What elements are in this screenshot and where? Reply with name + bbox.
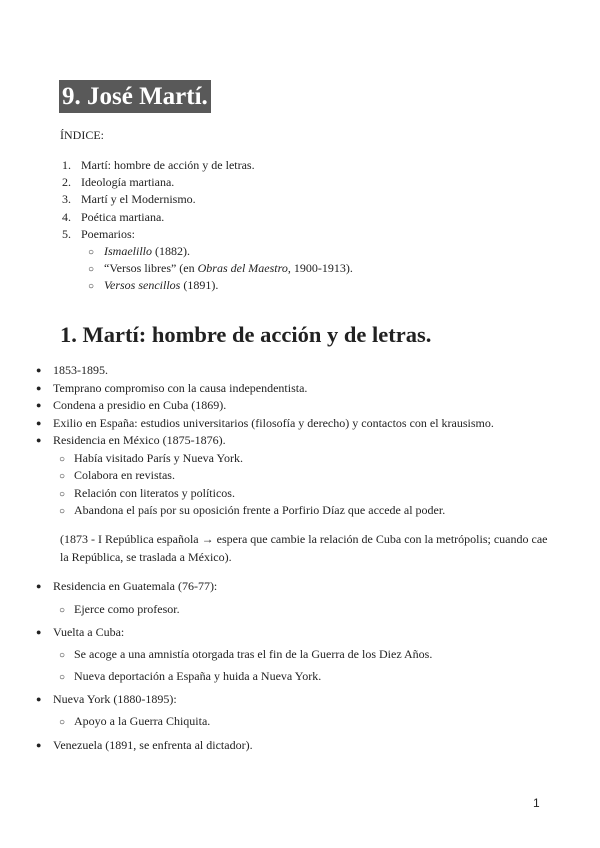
circle-bullet-icon: ○: [59, 454, 66, 465]
bullet-item: ● Residencia en Guatemala (76-77):: [36, 579, 218, 593]
bullet-icon: ●: [36, 627, 42, 637]
circle-bullet-icon: ○: [59, 489, 66, 500]
bullet-item: ● Vuelta a Cuba:: [36, 625, 125, 639]
toc-item[interactable]: 2. Ideología martiana.: [62, 175, 175, 190]
bullet-icon: ●: [36, 740, 42, 750]
bullet-icon: ●: [36, 581, 42, 591]
index-heading: ÍNDICE:: [60, 128, 104, 142]
toc-subitem[interactable]: ○ “Versos libres” (en Obras del Maestro, 1900-1913).: [62, 260, 353, 277]
circle-bullet-icon: ○: [59, 506, 66, 517]
page-number: 1: [533, 796, 540, 810]
historical-note: (1873 - I República española → espera que cambie la relación de Cuba con la metrópolis; cuando cae la República, se traslada a México).: [60, 532, 548, 564]
bullet-icon: ●: [36, 365, 42, 375]
bullet-icon: ●: [36, 435, 42, 445]
sub-bullet-item: ○ Abandona el país por su oposición frente a Porfirio Díaz que accede al poder.: [59, 502, 445, 520]
circle-bullet-icon: ○: [59, 672, 66, 683]
section-heading: 1. Martí: hombre de acción y de letras.: [60, 322, 432, 347]
bullet-item: ● Exilio en España: estudios universitarios (filosofía y derecho) y contactos con el krausismo.: [36, 416, 494, 430]
sub-bullet-item: ○ Se acoge a una amnistía otorgada tras el fin de la Guerra de los Diez Años.: [59, 646, 432, 664]
bullet-item: ● 1853-1895.: [36, 363, 108, 377]
circle-bullet-icon: ○: [59, 650, 66, 661]
bullet-icon: ●: [36, 694, 42, 704]
toc-subitem[interactable]: ○ Versos sencillos (1891).: [62, 277, 353, 294]
sub-bullet-item: ○ Nueva deportación a España y huida a Nueva York.: [59, 668, 321, 686]
bullet-icon: ●: [36, 400, 42, 410]
table-of-contents: [62, 157, 353, 295]
circle-bullet-icon: ○: [88, 281, 95, 293]
circle-bullet-icon: ○: [59, 717, 66, 728]
sub-bullet-item: ○ Había visitado París y Nueva York.: [59, 450, 243, 468]
circle-bullet-icon: ○: [59, 605, 66, 616]
bullet-item: ● Temprano compromiso con la causa independentista.: [36, 381, 308, 395]
bullet-icon: ●: [36, 383, 42, 393]
toc-item[interactable]: 1. Martí: hombre de acción y de letras.: [62, 158, 255, 172]
circle-bullet-icon: ○: [88, 264, 95, 276]
sub-bullet-item: ○ Relación con literatos y políticos.: [59, 485, 235, 503]
sub-bullet-item: ○ Ejerce como profesor.: [59, 601, 180, 619]
toc-item[interactable]: 4. Poética martiana.: [62, 209, 165, 224]
toc-item[interactable]: 3. Martí y el Modernismo.: [62, 192, 196, 207]
bullet-item: ● Venezuela (1891, se enfrenta al dictador).: [36, 738, 253, 752]
toc-subitem[interactable]: ○ Ismaelillo (1882).: [62, 243, 353, 260]
circle-bullet-icon: ○: [88, 246, 95, 258]
sub-bullet-item: ○ Colabora en revistas.: [59, 467, 175, 485]
sub-bullet-item: ○ Apoyo a la Guerra Chiquita.: [59, 713, 210, 731]
bullet-item: ● Nueva York (1880-1895):: [36, 692, 177, 706]
bullet-item: ● Condena a presidio en Cuba (1869).: [36, 398, 227, 412]
toc-item[interactable]: 5. Poemarios:: [62, 226, 135, 241]
bullet-icon: ●: [36, 418, 42, 428]
document-title: 9. José Martí.: [59, 80, 211, 113]
circle-bullet-icon: ○: [59, 471, 66, 482]
bullet-item: ● Residencia en México (1875-1876).: [36, 433, 226, 447]
